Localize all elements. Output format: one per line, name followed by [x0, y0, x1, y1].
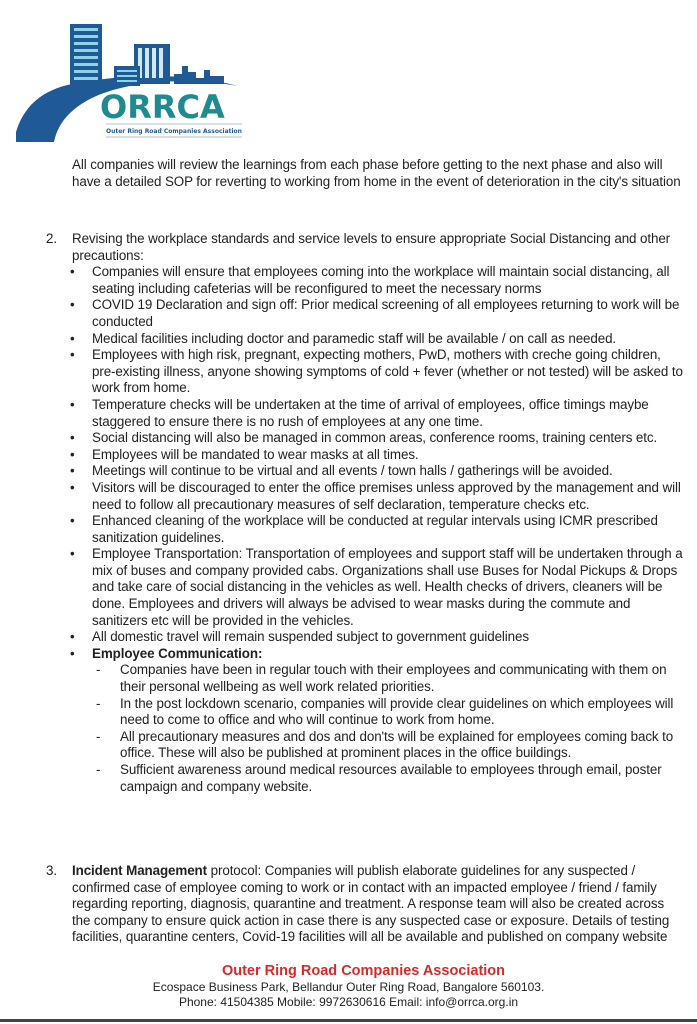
bullet-text: Medical facilities including doctor and paramedic staff will be available / on call as needed.	[92, 330, 617, 346]
bullet-text: Meetings will continue to be virtual and all events / town halls / gatherings will be avoided.	[92, 463, 613, 479]
list-item	[46, 397, 686, 430]
list-item	[46, 546, 686, 629]
sub-list-item	[66, 662, 686, 695]
bullet-icon: •	[70, 546, 75, 562]
bullet-text: All domestic travel will remain suspended subject to government guidelines	[92, 629, 529, 645]
bullet-text: Companies will ensure that employees coming into the workplace will maintain social distancing, all seating including cafeterias will be reconfigured to meet the necessary norms	[92, 264, 670, 296]
bullet-icon: •	[70, 330, 75, 346]
sub-item-text: In the post lockdown scenario, companies will provide clear guidelines on which employees will need to come to office and who will continue to work from home.	[120, 695, 674, 728]
footer-contact: Phone: 41504385 Mobile: 9972630616 Email: info@orrca.org.in	[178, 995, 519, 1009]
bullet-icon: •	[70, 446, 75, 462]
list-item	[46, 331, 686, 348]
bullet-text: Employees will be mandated to wear masks at all times.	[92, 446, 419, 462]
bottom-divider	[0, 1019, 697, 1022]
bullet-icon: •	[70, 629, 75, 645]
incident-management-heading: Incident Management	[72, 863, 208, 878]
dash-icon: -	[96, 728, 101, 744]
bullet-text: COVID 19 Declaration and sign off: Prior medical screening of all employees returning to work will be conducted	[92, 297, 680, 329]
bullet-icon: •	[70, 297, 75, 313]
logo-tagline: Outer Ring Road Companies Association	[106, 128, 242, 135]
section-2	[46, 231, 686, 795]
section-3-number: 3.	[46, 863, 57, 878]
list-item	[46, 447, 686, 464]
precautions-list	[72, 264, 686, 795]
bullet-icon: •	[70, 645, 75, 661]
footer-address: Ecospace Business Park, Bellandur Outer Ring Road, Bangalore 560103.	[152, 980, 545, 994]
bullet-icon: •	[70, 396, 75, 412]
bullet-text: Temperature checks will be undertaken at the time of arrival of employees, office timings maybe staggered to ensure there is no rush of employees at any one time.	[92, 396, 649, 429]
list-item	[46, 297, 686, 330]
sub-item-text: All precautionary measures and dos and don'ts will be explained for employees coming back to office. These will also be published at prominent places in the office buildings.	[120, 728, 674, 761]
bullet-text: Enhanced cleaning of the workplace will be conducted at regular intervals using ICMR prescribed sanitization guidelines.	[92, 513, 658, 545]
section-3	[46, 863, 686, 946]
dash-icon: -	[96, 762, 101, 777]
sub-item-text: Companies have been in regular touch with their employees and communicating with them on their personal wellbeing as well work related priorities.	[120, 662, 667, 695]
list-item-employee-communication	[46, 646, 686, 795]
bullet-icon: •	[70, 463, 75, 479]
list-item	[46, 463, 686, 480]
dash-icon: -	[96, 662, 101, 678]
bullet-text: Employees with high risk, pregnant, expecting mothers, PwD, mothers with creche going children, pre-existing illness, anyone showing symptoms of cold + fever (whether or not tested) will be asked to work from home.	[92, 347, 683, 396]
skyline-logo-icon	[14, 14, 246, 146]
bullet-text: Social distancing will also be managed in common areas, conference rooms, training centers etc.	[92, 430, 658, 446]
bullet-icon: •	[70, 479, 75, 495]
logo-wordmark: ORRCA	[100, 88, 225, 126]
letterhead-footer	[0, 963, 697, 1010]
sub-list-item	[66, 762, 686, 795]
sub-item-text: Sufficient awareness around medical resources available to employees through email, poster campaign and company website.	[120, 762, 662, 794]
sub-list-item	[66, 696, 686, 729]
bullet-text: Visitors will be discouraged to enter the office premises unless approved by the management and will need to follow all precautionary measures of self declaration, temperature checks etc.	[92, 479, 681, 512]
bullet-icon: •	[70, 513, 75, 529]
sub-list-item	[66, 729, 686, 762]
section-2-number: 2.	[46, 231, 57, 246]
intro-paragraph: All companies will review the learnings from each phase before getting to the next phase and also will have a detailed SOP for reverting to working from home in the event of deterioration in the city's situation	[72, 157, 681, 189]
section-2-heading: Revising the workplace standards and service levels to ensure appropriate Social Distancing and other precautions:	[72, 231, 671, 263]
list-item	[46, 513, 686, 546]
list-item	[46, 347, 686, 397]
dash-icon: -	[96, 695, 101, 711]
bullet-icon: •	[70, 347, 75, 363]
bullet-icon: •	[70, 264, 75, 280]
bullet-text: Employee Transportation: Transportation of employees and support staff will be undertaken through a mix of buses and company provided cabs. Organizations shall use Buses for Nodal Pickups & Drops and take care of social distancing in the vehicles as well. Health checks of drivers, cleaners will be done. Employees and drivers will always be advised to wear masks during the commute and sanitizers etc will be provided in the vehicles.	[92, 546, 683, 628]
list-item	[46, 480, 686, 513]
bullet-icon: •	[70, 430, 75, 446]
incident-management-text: protocol: Companies will publish elaborate guidelines for any suspected / confirmed case of employee coming to work or in contact with an impacted employee / friend / family regarding reporting, diagnosis, quarantine and treatment. A response team will also be created across the company to ensure quick action in case there is any suspected case or exposure. Details of testing facilities, quarantine centers, Covid-19 facilities will all be available and published on company website	[72, 863, 670, 945]
list-item	[46, 430, 686, 447]
list-item	[46, 264, 686, 297]
employee-communication-title: Employee Communication:	[92, 645, 263, 661]
orrca-logo	[14, 14, 246, 146]
communication-list	[92, 662, 686, 795]
list-item	[46, 629, 686, 646]
footer-org-name: Outer Ring Road Companies Association	[221, 963, 506, 979]
